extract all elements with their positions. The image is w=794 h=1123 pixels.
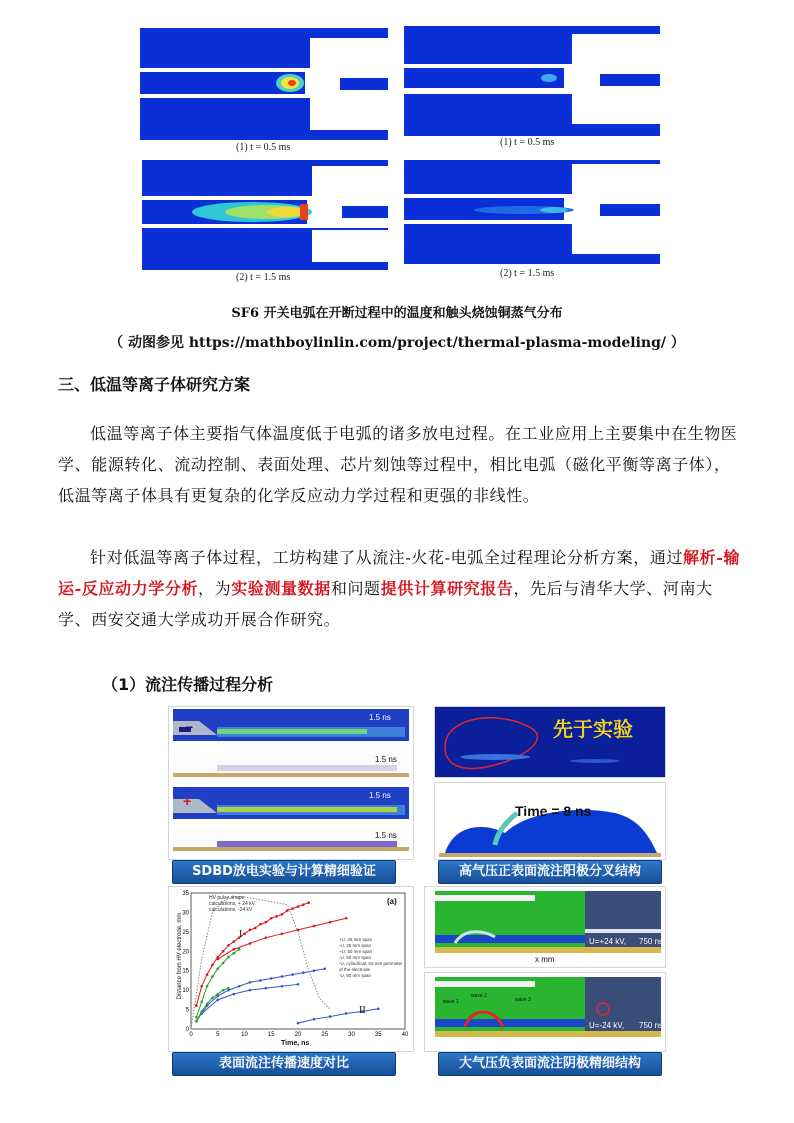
series-point: [233, 993, 236, 996]
series-point: [286, 909, 289, 912]
series-point: [233, 952, 236, 955]
sdbd-time-2: 1.5 ns: [375, 755, 397, 764]
paragraph-2: [58, 542, 744, 635]
series-point: [281, 933, 284, 936]
legend-item: -U, 50 mm span: [339, 955, 372, 960]
x-tick-label: 40: [401, 1032, 409, 1038]
series-point: [313, 969, 316, 972]
sim-graphic: [404, 26, 660, 136]
series-point: [265, 936, 268, 939]
sdbd-sign-minus: −: [185, 719, 194, 735]
series-point: [377, 1007, 380, 1010]
exp-image-panel: [434, 706, 666, 778]
sim-graphic: [142, 160, 388, 270]
y-tick-label: 15: [182, 968, 189, 975]
series-point: [297, 905, 300, 908]
series-point: [243, 933, 246, 936]
series-point: [233, 948, 236, 951]
paragraph-2-text-b: ，为: [198, 579, 232, 598]
wave-two: wave 2: [471, 993, 487, 999]
series-point: [275, 915, 278, 918]
paragraph-1-text: 低温等离子体主要指气体温度低于电弧的诸多放电过程。在工业应用上主要集中在生物医学、能源转化、流动控制、表面处理、芯片刻蚀等过程中，相比电弧（磁化平衡等离子体），低温等离子体具有更复杂的化学反应动力学过程和更强的非线性。: [58, 424, 738, 505]
exp-overlay-text: 先于实验: [553, 717, 633, 741]
series-point: [249, 989, 252, 992]
sdbd-sign-plus: +: [183, 793, 192, 809]
neg-top-xaxis: x mm: [535, 955, 555, 964]
series-point: [222, 962, 225, 965]
series-point: [313, 1018, 316, 1021]
chart-legend-right: [339, 937, 405, 979]
series-point: [249, 942, 252, 945]
series-point: [281, 913, 284, 916]
neg-sim-top-panel: [424, 886, 666, 968]
series-point: [238, 985, 241, 988]
series-point: [200, 1010, 203, 1013]
series-point: [227, 944, 230, 947]
series-point: [281, 975, 284, 978]
y-tick-label: 35: [182, 891, 189, 897]
paragraph-2-text-c: 和问题: [330, 579, 381, 598]
y-tick-label: 30: [182, 910, 189, 917]
caption-left-top: (1) t = 0.5 ms: [236, 142, 291, 153]
sf6-copper-sim-t15: [404, 160, 660, 264]
banner-velocity: 表面流注传播速度对比: [172, 1052, 396, 1076]
series-point: [249, 929, 252, 932]
y-tick-label: 25: [182, 929, 189, 936]
series-point: [216, 967, 219, 970]
series-point: [323, 967, 326, 970]
wave-three: wave 3: [515, 997, 531, 1003]
y-tick-label: 5: [185, 1007, 189, 1014]
series-point: [249, 981, 252, 984]
x-tick-label: 0: [189, 1032, 193, 1038]
chart-panel-tag: (a): [387, 897, 397, 906]
sdbd-time-1: 1.5 ns: [369, 713, 391, 722]
paragraph-2-text-d: ，先后与清华大学、河南大学、西安交通大学成功开展合作研究。: [58, 579, 713, 629]
series-point: [238, 948, 241, 951]
series-point: [302, 903, 305, 906]
y-tick-label: 20: [182, 949, 189, 956]
series-point: [211, 997, 214, 1000]
series-point: [265, 921, 268, 924]
series-point: [216, 993, 219, 996]
caption-right-top: (1) t = 0.5 ms: [500, 137, 555, 148]
series-point: [291, 973, 294, 976]
caption-right-bottom: (2) t = 1.5 ms: [500, 268, 555, 279]
velocity-chart-panel: [168, 886, 414, 1052]
legend-item: +U, 25 mm span: [339, 937, 373, 942]
sdbd-panel: [168, 706, 414, 860]
series-point: [227, 987, 230, 990]
legend-item: -U, 80 mm span: [339, 973, 372, 978]
sf6-temp-sim-t05: [140, 28, 388, 140]
series-point: [222, 950, 225, 953]
banner-positive-streamer: 高气压正表面流注阳极分叉结构: [438, 860, 662, 884]
sim-time-panel: [434, 782, 666, 860]
y-tick-label: 10: [182, 988, 189, 995]
series-point: [307, 901, 310, 904]
y-tick-label: 0: [185, 1027, 189, 1033]
subsection-heading: （1）流注传播过程分析: [102, 675, 274, 694]
neg-bottom-time: 750 ns: [639, 1021, 664, 1030]
series-point: [345, 917, 348, 920]
section-heading: 三、低温等离子体研究方案: [58, 375, 251, 394]
neg-sim-bottom-graphic: [425, 973, 665, 1051]
series-point: [222, 989, 225, 992]
series-point: [329, 921, 332, 924]
x-tick-label: 10: [241, 1032, 248, 1038]
legend-item: +U, 50 mm span: [339, 949, 373, 954]
legend-item: HV pulse shape: [209, 895, 245, 901]
x-tick-label: 25: [321, 1032, 329, 1038]
legend-item: -U, cylindrical, 63 mm perimeter of the electrode: [339, 961, 403, 972]
series-point: [216, 958, 219, 961]
highlight-report: 提供计算研究报告: [380, 579, 514, 598]
series-point: [200, 1001, 203, 1004]
sdbd-time-3: 1.5 ns: [369, 791, 391, 800]
chart-xlabel: Time, ns: [281, 1040, 310, 1047]
highlight-analysis: 解析-输运-反应动力学分析: [58, 548, 741, 598]
roman-two: II: [359, 1005, 366, 1016]
neg-bottom-voltage: U=-24 kV,: [589, 1021, 625, 1030]
caption-left-bottom: (2) t = 1.5 ms: [236, 272, 291, 283]
series-point: [206, 985, 209, 988]
sf6-temp-sim-t15: [142, 160, 388, 270]
x-tick-label: 5: [216, 1032, 220, 1038]
paragraph-2-text-a: 针对低温等离子体过程，工坊构建了从流注-火花-电弧全过程理论分析方案，通过: [90, 548, 684, 567]
banner-negative-streamer: 大气压负表面流注阴极精细结构: [438, 1052, 662, 1076]
series-point: [211, 964, 214, 967]
legend-item: calculations, -24 kV: [209, 907, 253, 913]
roman-one: I: [239, 929, 243, 940]
paragraph-1: [58, 418, 744, 511]
series-point: [313, 925, 316, 928]
series-point: [200, 985, 203, 988]
series-point: [227, 956, 230, 959]
series-point: [291, 907, 294, 910]
highlight-measurement: 实验测量数据: [231, 579, 331, 598]
sf6-copper-sim-t05: [404, 26, 660, 136]
series-point: [302, 971, 305, 974]
series-point: [206, 1002, 209, 1005]
series-point: [265, 987, 268, 990]
figure-link: （ 动图参见 https://mathboylinlin.com/project/thermal-plasma-modeling/ ）: [109, 335, 685, 351]
neg-sim-bottom-panel: [424, 972, 666, 1052]
time-graphic: [435, 783, 665, 859]
series-point: [345, 1012, 348, 1015]
series-point: [233, 940, 236, 943]
chart-ylabel: Distance from HV electrode, mm: [177, 912, 183, 1000]
series-point: [206, 973, 209, 976]
series-point: [216, 999, 219, 1002]
series-point: [297, 1022, 300, 1025]
legend-item: calculations, + 24 kV: [209, 901, 255, 907]
series-point: [211, 975, 214, 978]
chart-legend-top: [209, 895, 255, 913]
neg-top-time: 750 ns: [639, 937, 664, 946]
sdbd-time-4: 1.5 ns: [375, 831, 397, 840]
series-point: [281, 985, 284, 988]
series-point: [254, 927, 257, 930]
series-point: [259, 979, 262, 982]
x-tick-label: 20: [294, 1032, 302, 1038]
wave-one: wave 1: [443, 999, 459, 1005]
series-line: [191, 897, 330, 1029]
series-point: [329, 1015, 332, 1018]
neg-top-voltage: U=+24 kV,: [589, 937, 627, 946]
series-point: [195, 1004, 198, 1007]
series-point: [195, 1016, 198, 1019]
series-point: [270, 977, 273, 980]
x-tick-label: 30: [348, 1032, 355, 1038]
sim-graphic: [404, 160, 660, 264]
legend-item: -U, 25 mm span: [339, 943, 372, 948]
time-label: Time = 8 ns: [515, 803, 592, 819]
x-tick-label: 15: [267, 1032, 275, 1038]
series-point: [195, 1020, 198, 1023]
series-line: [298, 1009, 378, 1023]
series-point: [297, 983, 300, 986]
series-point: [259, 923, 262, 926]
series-line: [202, 984, 298, 1013]
x-tick-label: 35: [374, 1032, 382, 1038]
series-point: [270, 917, 273, 920]
banner-sdbd: SDBD放电实验与计算精细验证: [172, 860, 396, 884]
sim-graphic: [140, 28, 388, 140]
figure-title: SF6 开关电弧在开断过程中的温度和触头烧蚀铜蒸气分布: [231, 306, 563, 321]
